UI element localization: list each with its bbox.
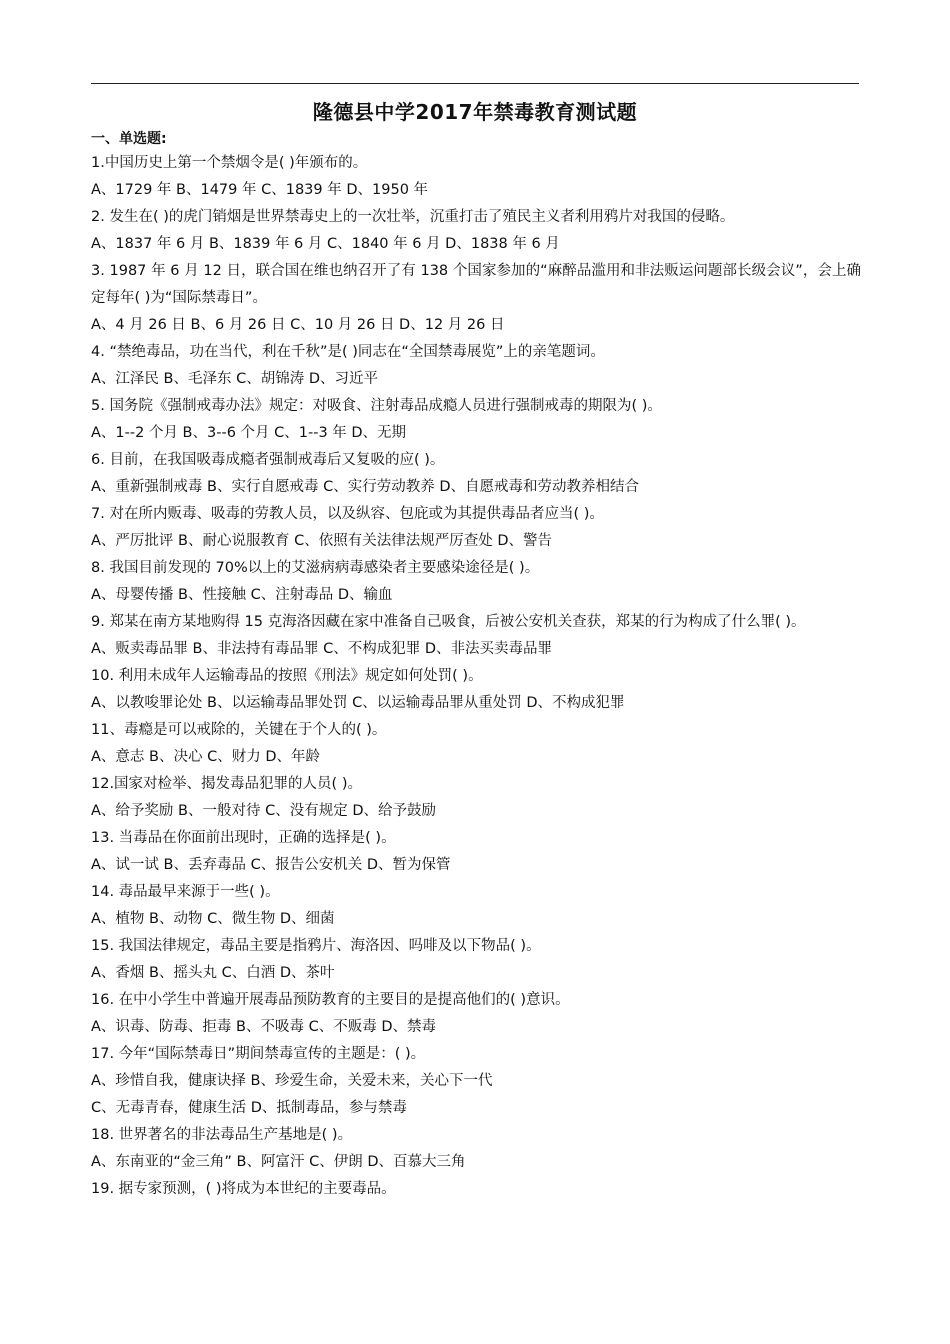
answer-options: A、重新强制戒毒 B、实行自愿戒毒 C、实行劳动教养 D、自愿戒毒和劳动教养相结合 bbox=[91, 479, 639, 495]
question-text: 18. 世界著名的非法毒品生产基地是( )。 bbox=[91, 1127, 353, 1143]
question-text: 4. “禁绝毒品，功在当代，利在千秋”是( )同志在“全国禁毒展览”上的亲笔题词。 bbox=[91, 344, 605, 360]
section-heading: 一、单选题: bbox=[91, 131, 167, 147]
answer-options: A、意志 B、决心 C、财力 D、年龄 bbox=[91, 749, 320, 765]
question-list bbox=[91, 150, 861, 1203]
page-title: 隆德县中学2017年禁毒教育测试题 bbox=[312, 100, 638, 124]
question-text: 16. 在中小学生中普遍开展毒品预防教育的主要目的是提高他们的( )意识。 bbox=[91, 992, 570, 1008]
answer-options: A、1837 年 6 月 B、1839 年 6 月 C、1840 年 6 月 D、1838 年 6 月 bbox=[91, 236, 560, 252]
answer-options: A、珍惜自我，健康诀择 B、珍爱生命，关爱未来，关心下一代 bbox=[91, 1073, 493, 1089]
answer-options: A、以教唆罪论处 B、以运输毒品罪处罚 C、以运输毒品罪从重处罚 D、不构成犯罪 bbox=[91, 695, 625, 711]
question-text: 19. 据专家预测，( )将成为本世纪的主要毒品。 bbox=[91, 1181, 396, 1197]
question-text: 12.国家对检举、揭发毒品犯罪的人员( )。 bbox=[91, 776, 362, 792]
question-text: 10. 利用未成年人运输毒品的按照《刑法》规定如何处罚( )。 bbox=[91, 668, 483, 684]
exam-content bbox=[91, 128, 861, 1203]
question-text: 7. 对在所内贩毒、吸毒的劳教人员，以及纵容、包庇或为其提供毒品者应当( )。 bbox=[91, 506, 604, 522]
answer-options: A、严厉批评 B、耐心说服教育 C、依照有关法律法规严厉查处 D、警告 bbox=[91, 533, 552, 549]
question-text: 13. 当毒品在你面前出现时，正确的选择是( )。 bbox=[91, 830, 396, 846]
answer-options: C、无毒青春，健康生活 D、抵制毒品，参与禁毒 bbox=[91, 1100, 407, 1116]
question-text: 17. 今年“国际禁毒日”期间禁毒宣传的主题是：( )。 bbox=[91, 1046, 426, 1062]
question-text: 15. 我国法律规定，毒品主要是指鸦片、海洛因、吗啡及以下物品( )。 bbox=[91, 938, 541, 954]
answer-options: A、1729 年 B、1479 年 C、1839 年 D、1950 年 bbox=[91, 182, 429, 198]
answer-options: A、贩卖毒品罪 B、非法持有毒品罪 C、不构成犯罪 D、非法买卖毒品罪 bbox=[91, 641, 552, 657]
answer-options: A、给予奖励 B、一般对待 C、没有规定 D、给予鼓励 bbox=[91, 803, 436, 819]
question-text: 8. 我国目前发现的 70%以上的艾滋病病毒感染者主要感染途径是( )。 bbox=[91, 560, 540, 576]
answer-options: A、香烟 B、摇头丸 C、白酒 D、茶叶 bbox=[91, 965, 335, 981]
question-text: 5. 国务院《强制戒毒办法》规定：对吸食、注射毒品成瘾人员进行强制戒毒的期限为( )。 bbox=[91, 398, 662, 414]
header-rule bbox=[91, 83, 859, 84]
answer-options: A、东南亚的“金三角” B、阿富汗 C、伊朗 D、百慕大三角 bbox=[91, 1154, 466, 1170]
answer-options: A、试一试 B、丢弃毒品 C、报告公安机关 D、暂为保管 bbox=[91, 857, 451, 873]
question-text: 14. 毒品最早来源于一些( )。 bbox=[91, 884, 280, 900]
answer-options: A、植物 B、动物 C、微生物 D、细菌 bbox=[91, 911, 335, 927]
answer-options: A、母婴传播 B、性接触 C、注射毒品 D、输血 bbox=[91, 587, 393, 603]
answer-options: A、识毒、防毒、拒毒 B、不吸毒 C、不贩毒 D、禁毒 bbox=[91, 1019, 436, 1035]
question-text: 6. 目前，在我国吸毒成瘾者强制戒毒后又复吸的应( )。 bbox=[91, 452, 445, 468]
question-text: 3. 1987 年 6 月 12 日，联合国在维也纳召开了有 138 个国家参加的“麻醉品滥用和非法贩运问题部长级会议”，会上确定每年( )为“国际禁毒日”。 bbox=[91, 263, 861, 306]
question-text: 9. 郑某在南方某地购得 15 克海洛因藏在家中准备自己吸食，后被公安机关查获，郑某的行为构成了什么罪( )。 bbox=[91, 614, 806, 630]
question-text: 11、毒瘾是可以戒除的，关键在于个人的( )。 bbox=[91, 722, 387, 738]
answer-options: A、1--2 个月 B、3--6 个月 C、1--3 年 D、无期 bbox=[91, 425, 407, 441]
answer-options: A、4 月 26 日 B、6 月 26 日 C、10 月 26 日 D、12 月 26 日 bbox=[91, 317, 505, 333]
question-text: 1.中国历史上第一个禁烟令是( )年颁布的。 bbox=[91, 155, 368, 171]
answer-options: A、江泽民 B、毛泽东 C、胡锦涛 D、习近平 bbox=[91, 371, 378, 387]
question-text: 2. 发生在( )的虎门销烟是世界禁毒史上的一次壮举，沉重打击了殖民主义者利用鸦片对我国的侵略。 bbox=[91, 209, 735, 225]
